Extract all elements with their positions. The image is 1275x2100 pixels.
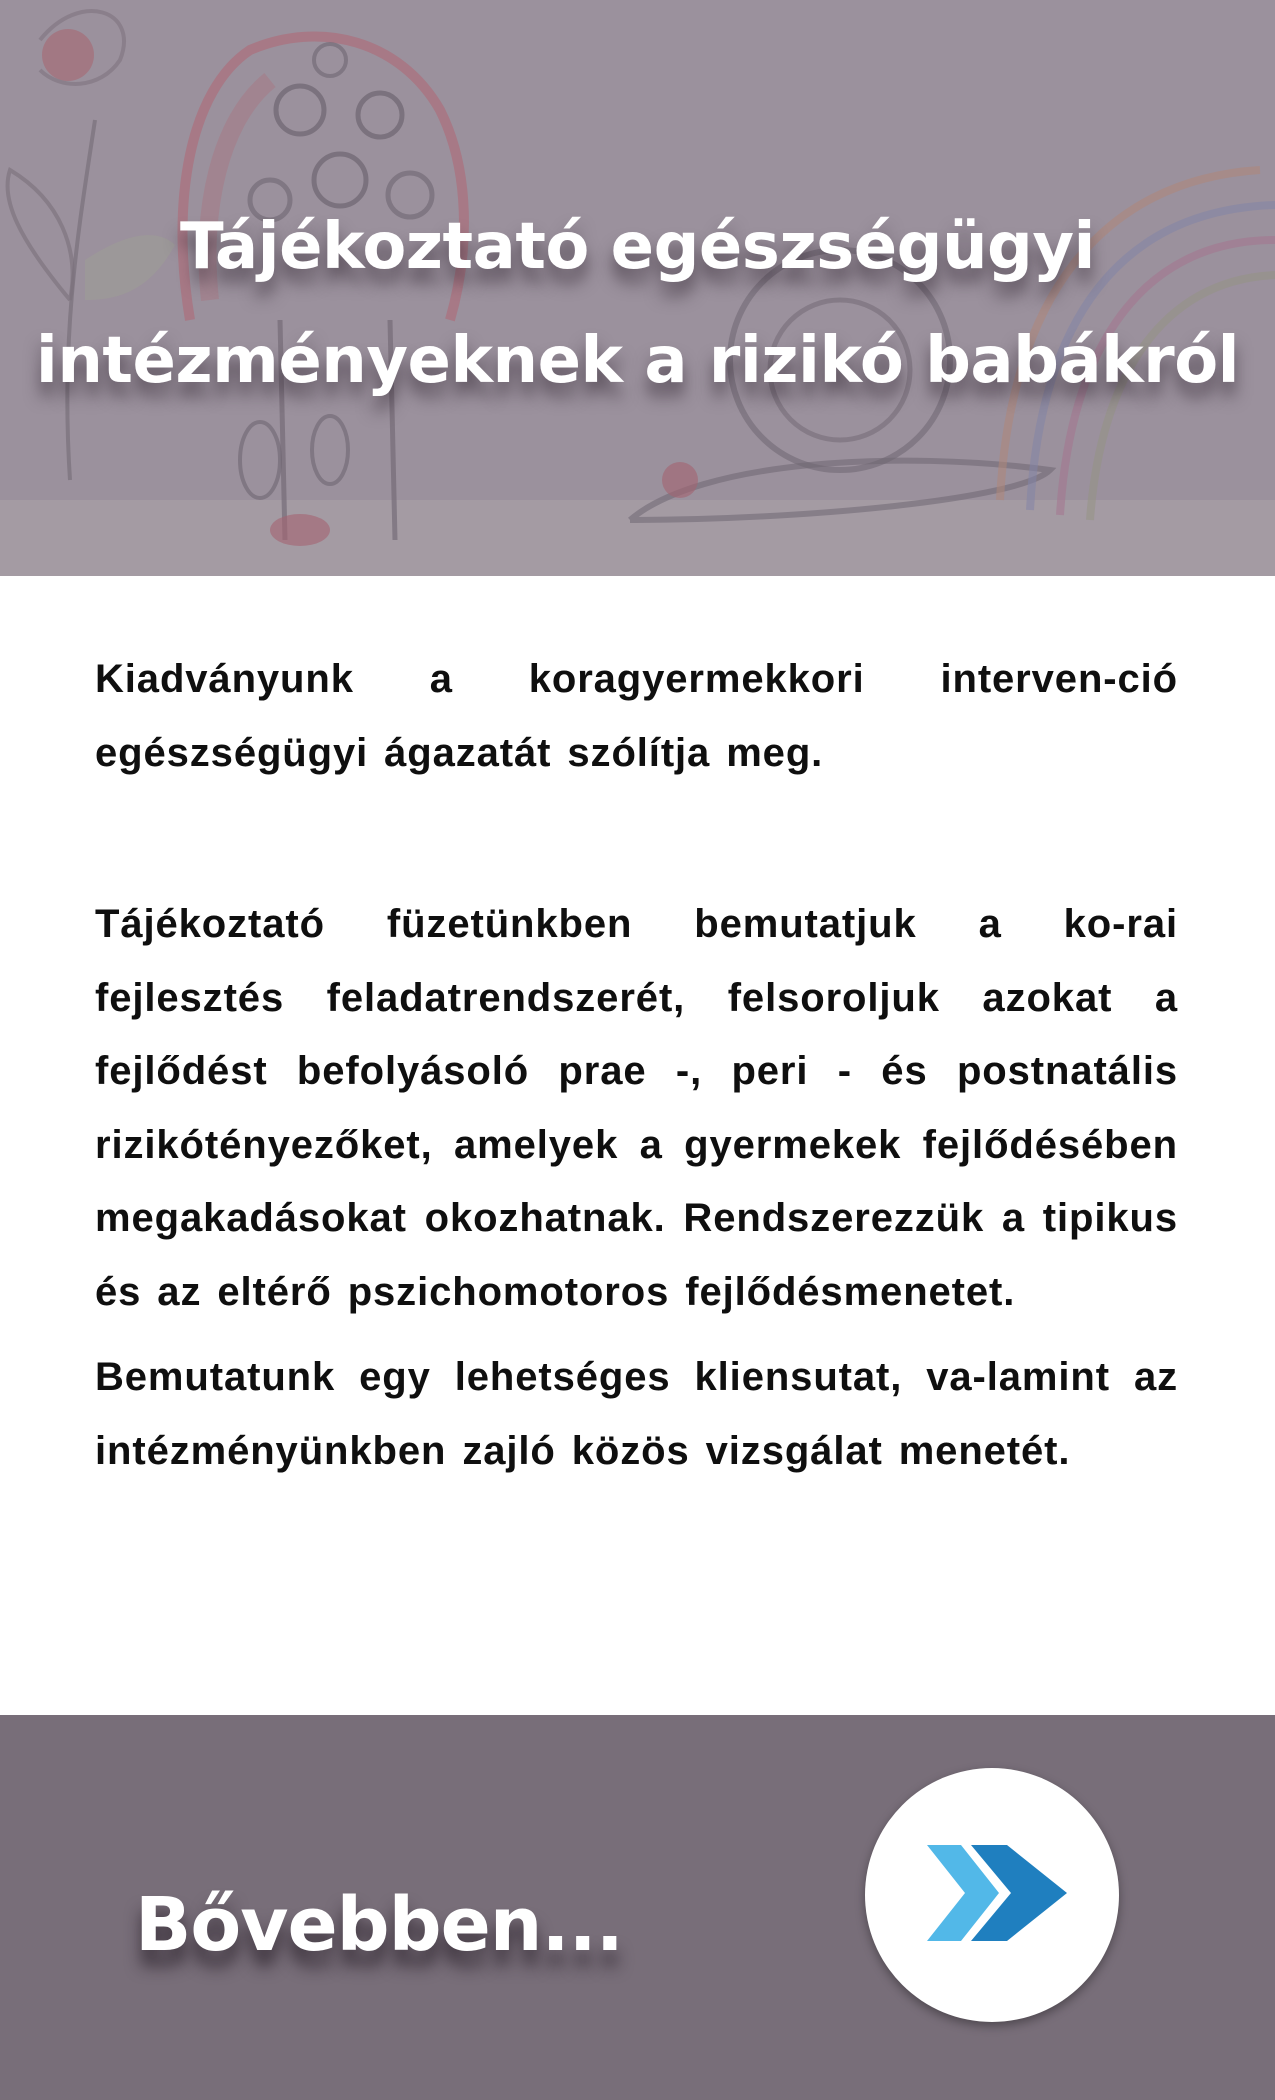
page-title-line-2: intézményeknek a rizikó babákról <box>35 324 1240 398</box>
intro-paragraph: Kiadványunk a koragyermekkori interven-ció egészségügyi ágazatát szólítja meg. <box>95 657 1178 775</box>
page-title <box>0 190 1275 418</box>
next-button[interactable] <box>865 1768 1119 2022</box>
footer-bar <box>0 1715 1275 2100</box>
description-paragraph: Tájékoztató füzetünkben bemutatjuk a ko-rai fejlesztés feladatrendszerét, felsoroljuk azokat a fejlődést befolyásoló prae -, peri - és postnatális rizikótényezőket, amelyek a gyermekek fejlődésében megakadásokat okozhatnak. Rendszerezzük a tipikus és az eltérő pszichomotoros fejlődésmenetet. <box>95 902 1178 1314</box>
hero-banner <box>0 0 1275 576</box>
article-body <box>95 643 1178 1488</box>
client-path-paragraph: Bemutatunk egy lehetséges kliensutat, va-lamint az intézményünkben zajló közös vizsgálat menetét. <box>95 1355 1178 1473</box>
page-title-line-1: Tájékoztató egészségügyi <box>180 210 1095 284</box>
more-link[interactable]: Bővebben... <box>135 1882 623 1968</box>
double-chevron-right-icon <box>927 1845 1067 1941</box>
